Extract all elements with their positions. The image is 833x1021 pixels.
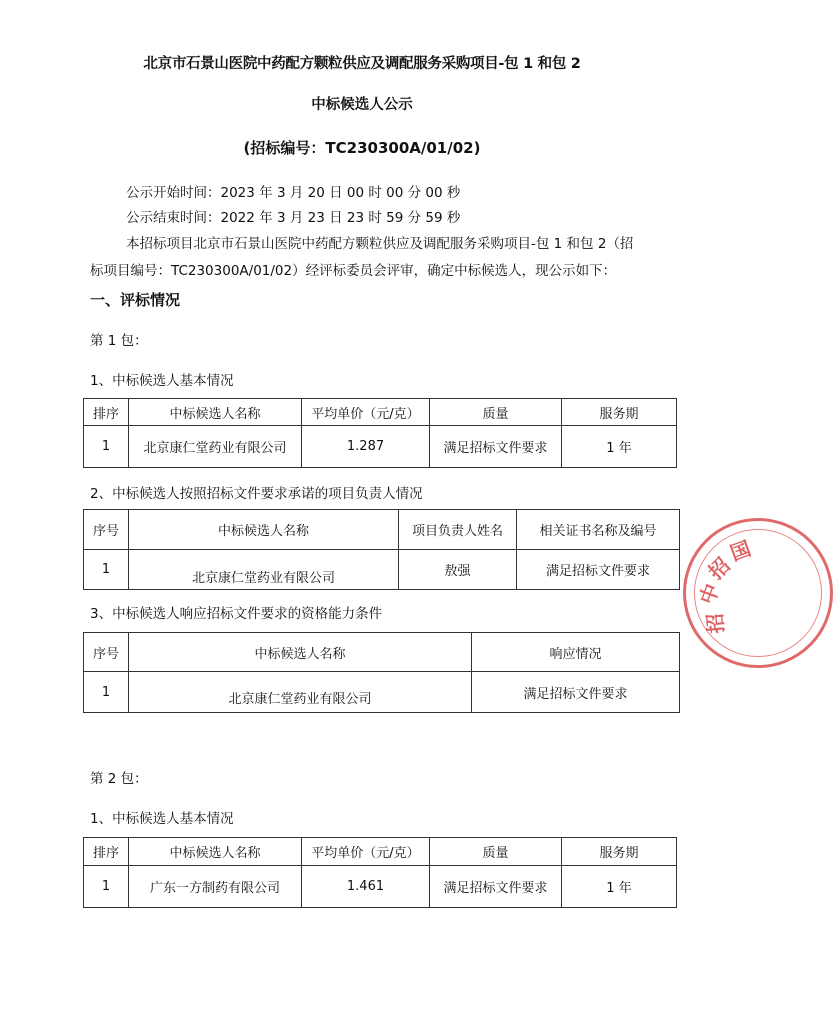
col-price: 平均单价（元/克） bbox=[302, 399, 430, 426]
col-service: 服务期 bbox=[562, 399, 677, 426]
p1-basic-heading: 1、中标候选人基本情况 bbox=[90, 373, 234, 389]
table-row bbox=[84, 426, 677, 468]
col-manager: 项目负责人姓名 bbox=[399, 510, 517, 550]
tender-number: (招标编号：TC230300A/01/02) bbox=[243, 139, 481, 157]
table-row bbox=[84, 550, 680, 590]
table-row bbox=[84, 672, 680, 713]
intro-line-1: 本招标项目北京市石景山医院中药配方颗粒供应及调配服务采购项目-包 1 和包 2（招 bbox=[126, 236, 634, 252]
seal-char: 国 bbox=[727, 536, 755, 566]
package-2-label: 第 2 包： bbox=[90, 771, 148, 787]
cell-name: 北京康仁堂药业有限公司 bbox=[129, 672, 472, 713]
section-evaluation: 一、评标情况 bbox=[90, 291, 181, 309]
col-seq: 序号 bbox=[84, 510, 129, 550]
col-rank: 排序 bbox=[84, 838, 129, 866]
col-name: 中标候选人名称 bbox=[129, 510, 399, 550]
company-seal bbox=[683, 518, 833, 668]
doc-subtitle: 中标候选人公示 bbox=[311, 97, 413, 113]
col-rank: 排序 bbox=[84, 399, 129, 426]
cell-certificate: 满足招标文件要求 bbox=[517, 550, 680, 590]
cell-name: 广东一方制药有限公司 bbox=[129, 866, 302, 908]
cell-price: 1.287 bbox=[302, 426, 430, 468]
doc-title: 北京市石景山医院中药配方颗粒供应及调配服务采购项目-包 1 和包 2 bbox=[143, 56, 581, 72]
cell-rank: 1 bbox=[84, 866, 129, 908]
p1-manager-heading: 2、中标候选人按照招标文件要求承诺的项目负责人情况 bbox=[90, 486, 423, 502]
col-price: 平均单价（元/克） bbox=[302, 838, 430, 866]
cell-seq: 1 bbox=[84, 550, 129, 590]
p2-basic-heading: 1、中标候选人基本情况 bbox=[90, 811, 234, 827]
seal-char: 招 bbox=[703, 553, 735, 585]
cell-seq: 1 bbox=[84, 672, 129, 713]
table-header-row bbox=[84, 510, 680, 550]
cell-rank: 1 bbox=[84, 426, 129, 468]
p1-qual-heading: 3、中标候选人响应招标文件要求的资格能力条件 bbox=[90, 606, 383, 622]
table-row bbox=[84, 866, 677, 908]
col-response: 响应情况 bbox=[472, 633, 680, 672]
seal-char: 招 bbox=[702, 612, 729, 635]
end-time: 公示结束时间：2022 年 3 月 23 日 23 时 59 分 59 秒 bbox=[126, 210, 461, 226]
col-certificate: 相关证书名称及编号 bbox=[517, 510, 680, 550]
col-seq: 序号 bbox=[84, 633, 129, 672]
seal-inner-ring bbox=[694, 529, 822, 657]
cell-service: 1 年 bbox=[562, 866, 677, 908]
cell-name: 北京康仁堂药业有限公司 bbox=[129, 550, 399, 590]
p2-basic-table bbox=[83, 837, 677, 908]
col-name: 中标候选人名称 bbox=[129, 838, 302, 866]
table-header-row bbox=[84, 838, 677, 866]
package-1-label: 第 1 包： bbox=[90, 333, 148, 349]
start-time: 公示开始时间：2023 年 3 月 20 日 00 时 00 分 00 秒 bbox=[126, 185, 461, 201]
p1-qual-table bbox=[83, 632, 680, 713]
table-header-row bbox=[84, 399, 677, 426]
cell-response: 满足招标文件要求 bbox=[472, 672, 680, 713]
intro-line-2: 标项目编号：TC230300A/01/02）经评标委员会评审，确定中标候选人，现公示如下： bbox=[90, 263, 617, 279]
col-quality: 质量 bbox=[430, 399, 562, 426]
cell-price: 1.461 bbox=[302, 866, 430, 908]
seal-char: 中 bbox=[694, 580, 725, 608]
col-quality: 质量 bbox=[430, 838, 562, 866]
cell-quality: 满足招标文件要求 bbox=[430, 426, 562, 468]
cell-manager: 敖强 bbox=[399, 550, 517, 590]
col-name: 中标候选人名称 bbox=[129, 633, 472, 672]
table-header-row bbox=[84, 633, 680, 672]
col-service: 服务期 bbox=[562, 838, 677, 866]
cell-service: 1 年 bbox=[562, 426, 677, 468]
cell-quality: 满足招标文件要求 bbox=[430, 866, 562, 908]
col-name: 中标候选人名称 bbox=[129, 399, 302, 426]
cell-name: 北京康仁堂药业有限公司 bbox=[129, 426, 302, 468]
p1-manager-table bbox=[83, 509, 680, 590]
p1-basic-table bbox=[83, 398, 677, 468]
